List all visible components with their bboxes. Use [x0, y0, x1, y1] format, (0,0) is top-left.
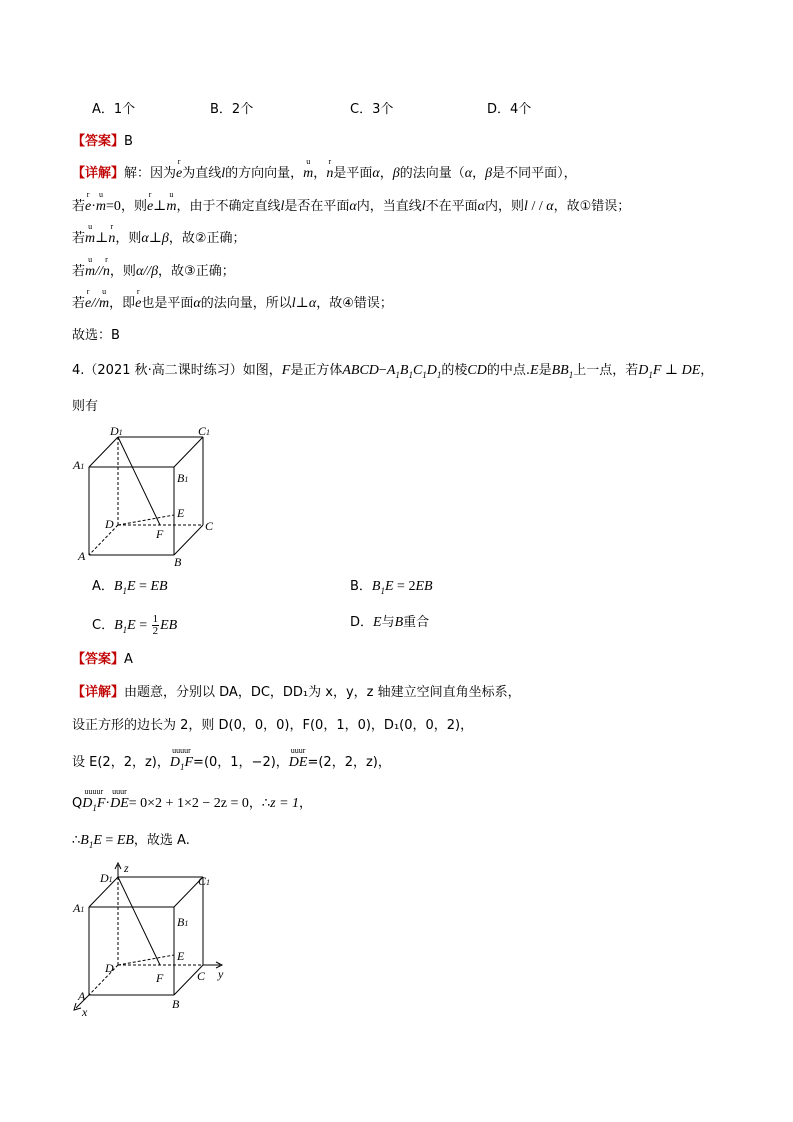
q4-detail-line-5: $\therefore B_1E$ = EB，故选 A.	[72, 833, 190, 850]
q4-option-c: C．$B_1E$ = $\frac{1}{2}$ EB	[92, 613, 178, 637]
q3-detail-line-3: 若 u m⊥ r n，则α⊥β，故②正确；	[72, 222, 246, 246]
q3-option-d: D．4个	[487, 102, 532, 117]
label-A: A	[78, 549, 86, 563]
label-C1: C1	[198, 424, 211, 438]
label2-B1: B1	[177, 915, 189, 929]
answer-tag: 【答案】	[72, 134, 125, 149]
label-F: F	[156, 527, 164, 541]
q4-option-a: A．$B_1E$ = EB	[92, 579, 168, 596]
label2-C: C	[197, 969, 206, 983]
label-B: B	[174, 555, 182, 569]
q3-final: 故选：B	[72, 328, 120, 343]
q3-answer	[72, 133, 133, 151]
answer-value: B	[124, 134, 133, 149]
label-C: C	[205, 519, 214, 533]
label2-C1: C1	[198, 874, 211, 888]
q4-stem: 4.（2021 秋·高二课时练习）如图，F是正方体$ABCD-A_1B_1C_1D_1$的棱CD的中点.E是$BB_1$上一点，若$D_1F$ ⊥ DE，	[72, 363, 714, 380]
label-D1: D1	[110, 424, 123, 438]
q3-detail-line-2: 若 r e· u m=0，则 r e⊥ u m，由于不确定直线l是否在平面α内，当直线l不在平面α内，则l / / α，故①错误；	[72, 190, 631, 214]
q4-detail-line-4: Q uuuur $D_1F\cdot$ uuur DE= 0×2 + 1×2 − 2z = 0，∴z = 1，	[72, 787, 313, 813]
q4-option-b: B．$B_1E = 2EB$	[350, 579, 433, 596]
label2-D1: D1	[100, 871, 113, 885]
axis-x: x	[82, 1005, 88, 1019]
q3-detail-line-4: 若 u m// r n，则α//β，故③正确；	[72, 255, 235, 279]
label-A1: A1	[73, 458, 85, 472]
label2-F: F	[156, 971, 164, 985]
q3-option-c: C．3个	[350, 102, 394, 117]
q3-option-a: A．1个	[92, 102, 136, 117]
q4-detail-line-3: 设 E(2，2，z)， uuuur $D_1F=(0$，1，−2)， uuur DE=(2，2，z)，	[72, 746, 391, 772]
label2-A1: A1	[73, 901, 85, 915]
q4-detail-line-2: 设正方形的边长为 2，则 D(0，0，0)，F(0，1，0)，D₁(0，0，2)，	[72, 718, 474, 733]
q4-stem-cont: 则有	[72, 399, 99, 414]
axis-z: z	[124, 861, 129, 875]
q4-detail-line-1: 【详解】由题意，分别以 DA，DC，DD₁为 x，y，z 轴建立空间直角坐标系，	[72, 685, 521, 700]
q3-detail-line-5: 若 r e// u m，即 r e也是平面α的法向量，所以l⊥α，故④错误；	[72, 287, 393, 311]
q3-option-b: B．2个	[210, 102, 254, 117]
label-B1: B1	[177, 471, 189, 485]
q4-answer: 【答案】A	[72, 652, 133, 667]
label2-E: E	[177, 949, 185, 963]
cube-figure-2	[70, 860, 240, 1020]
detail-tag: 【详解】	[72, 166, 125, 181]
q3-detail-line-1: 【详解】解：因为 r e为直线l的方向向量， u m， r n是平面α，β的法向量（α，β是不同平面），	[72, 157, 577, 181]
label-D: D	[105, 517, 114, 531]
label2-B: B	[172, 997, 180, 1011]
q4-option-d: D．E与B重合	[350, 615, 430, 630]
cube-figure-1	[70, 420, 230, 570]
label-E: E	[177, 506, 185, 520]
axis-y: y	[218, 967, 224, 981]
label2-A: A	[78, 989, 86, 1003]
label2-D: D	[105, 961, 114, 975]
